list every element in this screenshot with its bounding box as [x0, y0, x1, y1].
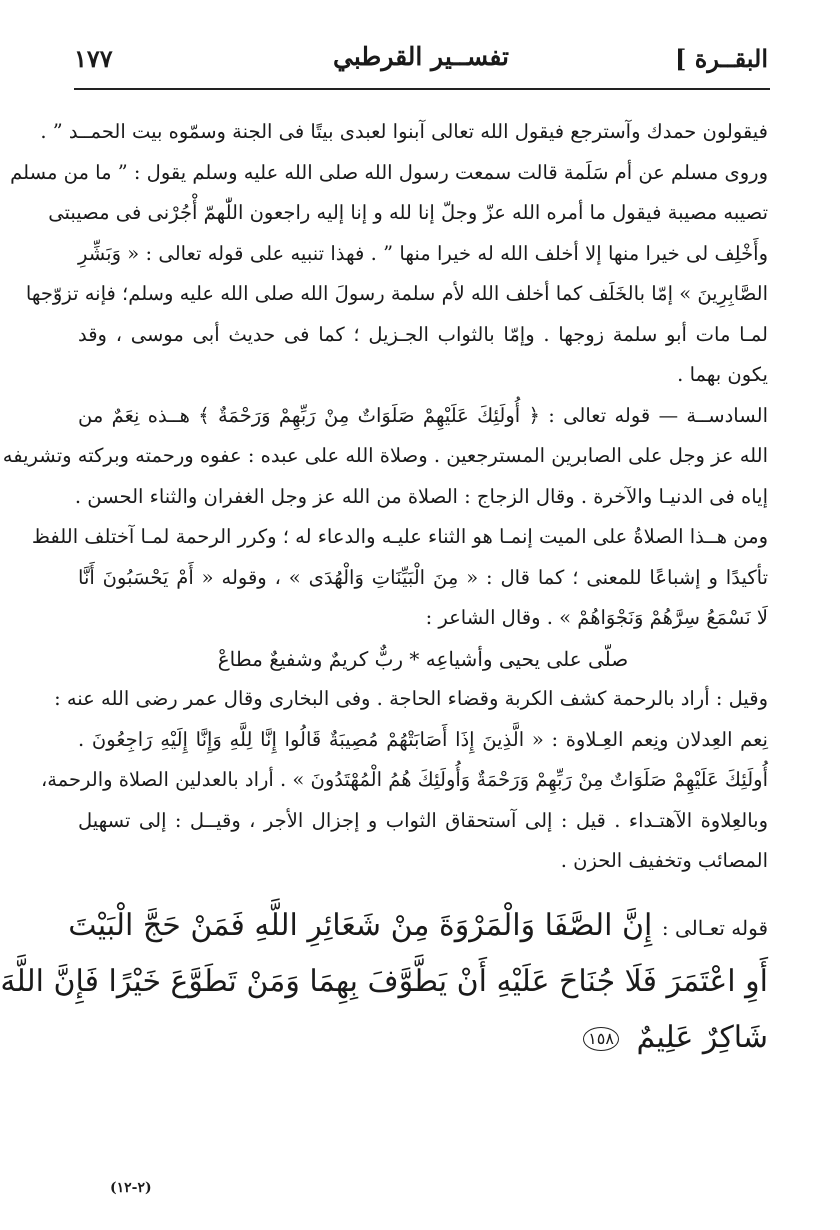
text-line: السادســة — قوله تعالى : ﴿ أُولَئِكَ عَلَيْهِمْ صَلَوَاتٌ مِنْ رَبِّهِمْ وَرَحْمَةٌ ﴾ هــذه نِعَمٌ من: [78, 403, 768, 427]
book-title: تفســير القرطبي: [333, 42, 509, 71]
text-line: نِعم العِدلان ونِعم العِـلاوة : « الَّذِينَ إِذَا أَصَابَتْهُمْ مُصِيبَةٌ قَالُوا إِنَّا لِلَّهِ وَإِنَّا إِلَيْهِ رَاجِعُونَ .: [78, 727, 768, 751]
page-header: [74, 40, 768, 86]
text-line: تصيبه مصيبة فيقول ما أمره الله عزّ وجلّ إنا لله و إنا إليه راجعون اللّٰهمّ أْجُرْنى فى مصيبتى: [48, 201, 768, 224]
text-line: إياه فى الدنيـا والآخرة . وقال الزجاج : الصلاة من الله عز وجل الغفران والثناء الحسن .: [74, 484, 768, 508]
verse-intro: قوله تعـالى :: [661, 915, 768, 940]
text-line: لمـا مات أبو سلمة زوجها . وإمّا بالثواب الجـزيل ؛ كما فى حديث أبى موسى ، وقد: [78, 322, 768, 346]
page-body: [0, 112, 768, 1066]
text-line: وقيل : أراد بالرحمة كشف الكربة وقضاء الحاجة . وفى البخارى وقال عمر رضى الله عنه :: [54, 687, 768, 710]
text-line: ومن هــذا الصلاةُ على الميت إنمـا هو الثناء عليـه والدعاء له ؛ وكرر الرحمة لمـا آختلف اللفظ: [31, 525, 768, 548]
text-line: وأَخْلِف لى خيرا منها إلا أخلف الله له خيرا منها ” . فهذا تنبيه على قوله تعالى : « وَبَشِّرِ: [78, 241, 768, 265]
quran-line: أَوِ اعْتَمَرَ فَلَا جُنَاحَ عَلَيْهِ أَنْ يَطَّوَّفَ بِهِمَا وَمَنْ تَطَوَّعَ خَيْرًا فَإِنَّ اللَّهَ: [0, 963, 768, 999]
quran-line: [78, 1010, 768, 1066]
signature-mark: (٢-١٢): [110, 1180, 152, 1196]
verse-text: إِنَّ الصَّفَا وَالْمَرْوَةَ مِنْ شَعَائِرِ اللَّهِ فَمَنْ حَجَّ الْبَيْتَ: [68, 907, 653, 943]
quran-verse-block: [0, 898, 768, 1066]
text-line: وبالعِلاوة الآهتـداء . قيل : إلى آستحقاق الثواب و إجزال الأجر ، وقيــل : إلى تسهيل: [78, 808, 768, 832]
page-number: ١٧٧: [74, 44, 113, 73]
verse-text: شَاكِرٌ عَلِيمٌ: [636, 1019, 768, 1055]
text-line: يكون بهما .: [677, 363, 768, 386]
text-line: الله عز وجل على الصابرين المسترجعين . وصلاة الله على عبده : عفوه ورحمته وبركته وتشريفه: [2, 444, 768, 467]
quran-line: [68, 898, 768, 954]
header-divider: [74, 88, 770, 90]
text-line: الصَّابِرِينَ » إمّا بالخَلَف كما أخلف الله لأم سلمة رسولَ الله صلى الله عليه وسلم؛ فإنه تزوّجها: [25, 282, 768, 305]
text-line: لَا نَسْمَعُ سِرَّهُمْ وَنَجْوَاهُمْ » . وقال الشاعر :: [425, 606, 768, 629]
text-line: أُولَئِكَ عَلَيْهِمْ صَلَوَاتٌ مِنْ رَبِّهِمْ وَرَحْمَةٌ وَأُولَئِكَ هُمُ الْمُهْتَدُونَ » . أراد بالعدلين الصلاة والرحمة،: [40, 768, 768, 791]
text-line: المصائب وتخفيف الحزن .: [560, 849, 768, 872]
poem-verse: صلّى على يحيى وأشياعِه * ربٌّ كريمٌ وشفيعٌ مطاعْ: [217, 646, 629, 671]
text-line: فيقولون حمدك وآسترجع فيقول الله تعالى آبنوا لعبدى بيتًا فى الجنة وسمّوه بيت الحمــد ” .: [40, 120, 768, 143]
text-line: تأكيدًا و إشباعًا للمعنى ؛ كما قال : « مِنَ الْبَيِّنَاتِ وَالْهُدَى » ، وقوله « أَمْ يَحْسَبُونَ أَنَّا: [78, 565, 768, 589]
surah-name: البقــرة ]: [675, 44, 768, 73]
text-line: وروى مسلم عن أم سَلَمة قالت سمعت رسول الله صلى الله عليه وسلم يقول : ” ما من مسلم: [10, 160, 768, 184]
verse-number: ١٥٨: [583, 1027, 619, 1051]
